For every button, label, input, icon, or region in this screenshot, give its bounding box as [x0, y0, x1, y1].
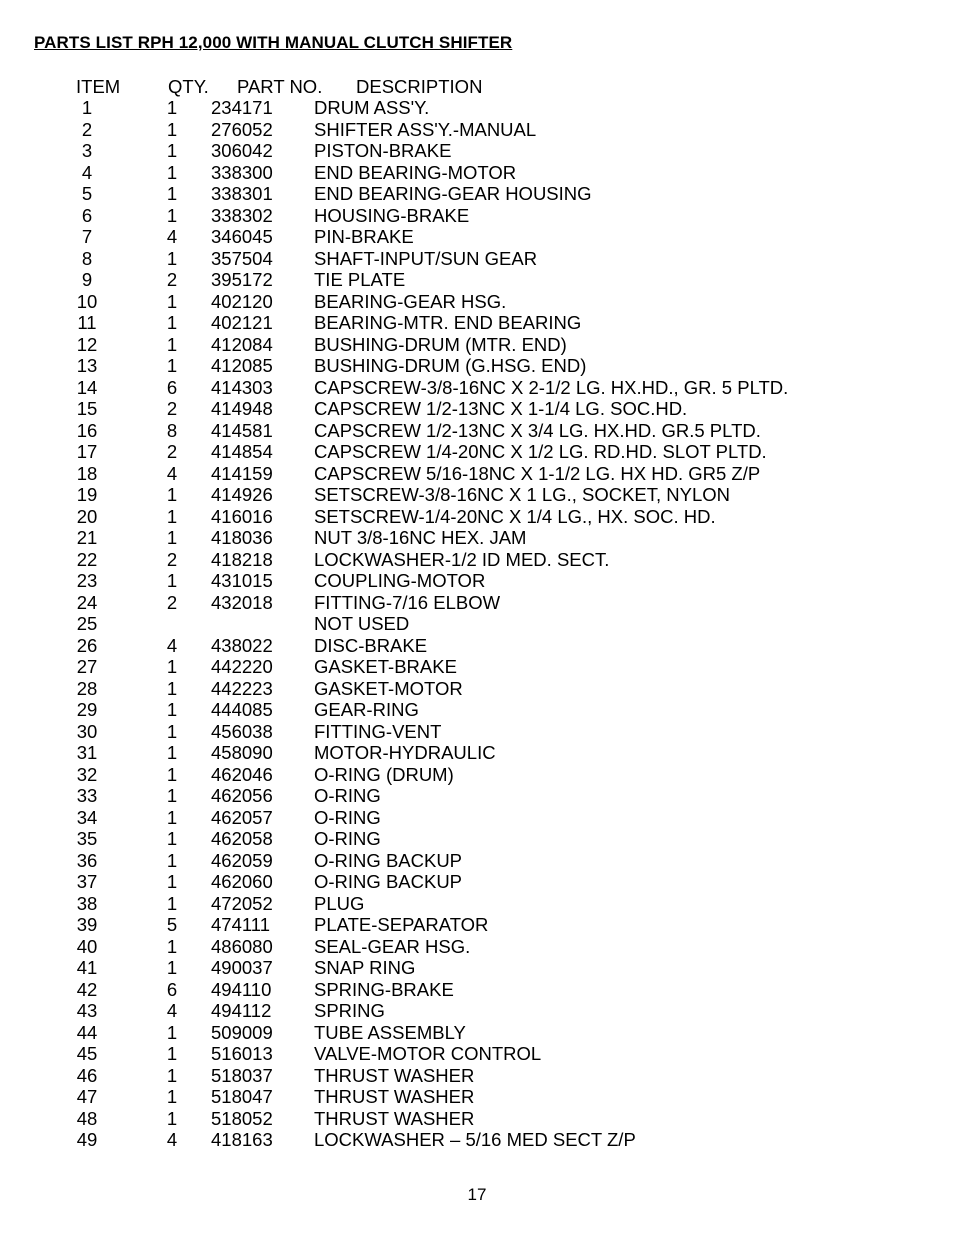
table-row: [0, 162, 954, 184]
description-cell: O-RING (DRUM): [314, 763, 454, 785]
quantity-cell: 4: [166, 1129, 178, 1150]
part-number-cell: 338301: [211, 183, 273, 204]
item-number-cell: 12: [76, 333, 98, 355]
description-cell: MOTOR-HYDRAULIC: [314, 742, 496, 763]
part-number-cell: 412084: [211, 333, 273, 355]
part-number-cell: 462057: [211, 806, 273, 828]
quantity-cell: 1: [166, 1107, 178, 1129]
description-cell: THRUST WASHER: [314, 1107, 475, 1129]
part-number-cell: 456038: [211, 720, 273, 742]
part-number-cell: 402121: [211, 312, 273, 333]
quantity-cell: 1: [166, 183, 178, 204]
quantity-cell: 1: [166, 742, 178, 763]
description-cell: O-RING: [314, 806, 381, 828]
table-row: [0, 914, 954, 936]
description-cell: SETSCREW-3/8-16NC X 1 LG., SOCKET, NYLON: [314, 484, 731, 505]
description-cell: VALVE-MOTOR CONTROL: [314, 1043, 542, 1064]
quantity-cell: 1: [166, 204, 178, 226]
item-number-cell: 3: [81, 140, 93, 161]
item-number-cell: 48: [76, 1107, 98, 1129]
table-row: [0, 269, 954, 291]
table-row: [0, 183, 954, 205]
item-number-cell: 38: [76, 892, 98, 914]
quantity-cell: 1: [166, 849, 178, 871]
page-title: PARTS LIST RPH 12,000 WITH MANUAL CLUTCH SHIFTER: [34, 33, 513, 52]
part-number-cell: 418036: [211, 527, 273, 548]
table-row: [0, 656, 954, 678]
item-number-cell: 6: [81, 204, 93, 226]
quantity-cell: 4: [166, 462, 178, 484]
quantity-cell: 1: [166, 527, 178, 548]
quantity-cell: 1: [166, 1086, 178, 1107]
description-cell: CAPSCREW 1/4-20NC X 1/2 LG. RD.HD. SLOT PLTD.: [314, 441, 767, 462]
quantity-cell: 1: [166, 763, 178, 785]
part-number-cell: 462046: [211, 763, 273, 785]
item-number-cell: 43: [76, 1000, 98, 1021]
description-cell: HOUSING-BRAKE: [314, 204, 470, 226]
description-cell: PISTON-BRAKE: [314, 140, 452, 161]
quantity-cell: 1: [166, 140, 178, 161]
table-row: [0, 248, 954, 270]
description-cell: LOCKWASHER – 5/16 MED SECT Z/P: [314, 1129, 636, 1150]
quantity-cell: 6: [166, 978, 178, 1000]
quantity-cell: 1: [166, 699, 178, 720]
quantity-cell: 2: [166, 441, 178, 462]
description-cell: PIN-BRAKE: [314, 226, 414, 247]
table-row: [0, 1065, 954, 1087]
item-number-cell: 31: [76, 742, 98, 763]
part-number-cell: 412085: [211, 355, 273, 376]
item-number-cell: 10: [76, 290, 98, 312]
part-number-cell: 486080: [211, 935, 273, 957]
description-cell: LOCKWASHER-1/2 ID MED. SECT.: [314, 548, 610, 570]
item-number-cell: 46: [76, 1064, 98, 1086]
part-number-cell: 338302: [211, 204, 273, 226]
quantity-cell: 1: [166, 312, 178, 333]
description-cell: TUBE ASSEMBLY: [314, 1021, 466, 1043]
part-number-cell: 494112: [211, 1000, 272, 1021]
quantity-cell: 4: [166, 634, 178, 656]
description-cell: SHAFT-INPUT/SUN GEAR: [314, 247, 538, 269]
description-cell: CAPSCREW-3/8-16NC X 2-1/2 LG. HX.HD., GR. 5 PLTD.: [314, 376, 789, 398]
quantity-cell: 8: [166, 419, 178, 441]
description-cell: NUT 3/8-16NC HEX. JAM: [314, 527, 527, 548]
part-number-cell: 414581: [211, 419, 273, 441]
item-number-cell: 15: [76, 398, 98, 419]
description-cell: FITTING-7/16 ELBOW: [314, 591, 501, 613]
quantity-cell: 1: [166, 935, 178, 957]
quantity-cell: 6: [166, 376, 178, 398]
part-number-cell: 509009: [211, 1021, 273, 1043]
part-number-cell: 414854: [211, 441, 273, 462]
quantity-cell: 1: [166, 957, 178, 978]
item-number-cell: 29: [76, 699, 98, 720]
description-cell: SPRING: [314, 1000, 385, 1021]
item-number-cell: 24: [76, 591, 98, 613]
quantity-cell: 1: [166, 1043, 178, 1064]
description-cell: CAPSCREW 5/16-18NC X 1-1/2 LG. HX HD. GR5 Z/P: [314, 462, 761, 484]
item-number-cell: 32: [76, 763, 98, 785]
item-number-cell: 26: [76, 634, 98, 656]
item-number-cell: 21: [76, 527, 98, 548]
description-cell: TIE PLATE: [314, 269, 406, 290]
quantity-cell: 2: [166, 548, 178, 570]
part-number-cell: 490037: [211, 957, 273, 978]
quantity-cell: 1: [166, 355, 178, 376]
table-row: [0, 721, 954, 743]
part-number-cell: 442220: [211, 656, 273, 677]
item-number-cell: 7: [81, 226, 93, 247]
table-row: [0, 764, 954, 786]
table-row: [0, 140, 954, 162]
quantity-cell: 1: [166, 1021, 178, 1043]
quantity-cell: 1: [166, 247, 178, 269]
table-row: [0, 377, 954, 399]
part-number-cell: 462059: [211, 849, 273, 871]
quantity-cell: 1: [166, 1064, 178, 1086]
description-cell: BUSHING-DRUM (G.HSG. END): [314, 355, 587, 376]
table-row: [0, 1108, 954, 1130]
quantity-cell: 2: [166, 398, 178, 419]
part-number-cell: 414303: [211, 376, 273, 398]
parts-table-body: [0, 97, 954, 1151]
description-cell: CAPSCREW 1/2-13NC X 3/4 LG. HX.HD. GR.5 PLTD.: [314, 419, 761, 441]
item-number-cell: 45: [76, 1043, 98, 1064]
part-number-cell: 338300: [211, 161, 273, 183]
part-number-cell: 414948: [211, 398, 273, 419]
description-cell: O-RING: [314, 785, 381, 806]
item-number-cell: 49: [76, 1129, 98, 1150]
item-number-cell: 30: [76, 720, 98, 742]
item-number-cell: 25: [76, 613, 98, 634]
item-number-cell: 8: [81, 247, 93, 269]
quantity-cell: 1: [166, 806, 178, 828]
part-number-cell: 418163: [211, 1129, 273, 1150]
quantity-cell: 1: [166, 892, 178, 914]
item-number-cell: 28: [76, 677, 98, 699]
description-cell: END BEARING-GEAR HOUSING: [314, 183, 592, 204]
table-row: [0, 1022, 954, 1044]
item-number-cell: 41: [76, 957, 98, 978]
table-row: [0, 613, 954, 635]
part-number-cell: 438022: [211, 634, 273, 656]
table-row: [0, 893, 954, 915]
item-number-cell: 2: [81, 118, 93, 140]
part-number-cell: 346045: [211, 226, 273, 247]
page-number: 17: [467, 1185, 487, 1204]
part-number-cell: 518037: [211, 1064, 273, 1086]
quantity-cell: 1: [166, 677, 178, 699]
part-number-cell: 442223: [211, 677, 273, 699]
table-row: [0, 699, 954, 721]
column-header-part-no: PART NO.: [237, 76, 323, 97]
table-row: [0, 441, 954, 463]
table-row: [0, 97, 954, 119]
description-cell: PLUG: [314, 892, 365, 914]
description-cell: O-RING BACKUP: [314, 871, 463, 892]
table-row: [0, 742, 954, 764]
part-number-cell: 516013: [211, 1043, 273, 1064]
description-cell: NOT USED: [314, 613, 410, 634]
quantity-cell: 2: [166, 269, 178, 290]
part-number-cell: 432018: [211, 591, 273, 613]
column-header-description: DESCRIPTION: [356, 76, 483, 97]
table-row: [0, 979, 954, 1001]
item-number-cell: 37: [76, 871, 98, 892]
table-row: [0, 291, 954, 313]
table-row: [0, 807, 954, 829]
quantity-cell: 1: [166, 871, 178, 892]
part-number-cell: 458090: [211, 742, 273, 763]
table-row: [0, 1043, 954, 1065]
item-number-cell: 47: [76, 1086, 98, 1107]
part-number-cell: 418218: [211, 548, 273, 570]
table-row: [0, 549, 954, 571]
quantity-cell: 4: [166, 226, 178, 247]
quantity-cell: 5: [166, 914, 178, 935]
description-cell: THRUST WASHER: [314, 1086, 475, 1107]
description-cell: GASKET-MOTOR: [314, 677, 463, 699]
part-number-cell: 462058: [211, 828, 273, 849]
quantity-cell: 4: [166, 1000, 178, 1021]
part-number-cell: 306042: [211, 140, 273, 161]
table-row: [0, 678, 954, 700]
part-number-cell: 416016: [211, 505, 273, 527]
item-number-cell: 27: [76, 656, 98, 677]
item-number-cell: 39: [76, 914, 98, 935]
quantity-cell: 1: [166, 720, 178, 742]
part-number-cell: 518052: [211, 1107, 273, 1129]
table-row: [0, 312, 954, 334]
table-row: [0, 592, 954, 614]
quantity-cell: 1: [166, 505, 178, 527]
description-cell: O-RING BACKUP: [314, 849, 463, 871]
item-number-cell: 1: [81, 97, 93, 118]
table-row: [0, 506, 954, 528]
description-cell: END BEARING-MOTOR: [314, 161, 517, 183]
description-cell: COUPLING-MOTOR: [314, 570, 486, 591]
description-cell: THRUST WASHER: [314, 1064, 475, 1086]
item-number-cell: 33: [76, 785, 98, 806]
item-number-cell: 11: [77, 312, 97, 333]
part-number-cell: 414926: [211, 484, 273, 505]
description-cell: BEARING-GEAR HSG.: [314, 290, 507, 312]
item-number-cell: 13: [76, 355, 98, 376]
item-number-cell: 16: [76, 419, 98, 441]
table-row: [0, 936, 954, 958]
description-cell: DRUM ASS'Y.: [314, 97, 430, 118]
part-number-cell: 276052: [211, 118, 273, 140]
description-cell: DISC-BRAKE: [314, 634, 428, 656]
item-number-cell: 20: [76, 505, 98, 527]
description-cell: GASKET-BRAKE: [314, 656, 457, 677]
item-number-cell: 17: [76, 441, 98, 462]
table-row: [0, 785, 954, 807]
table-row: [0, 1086, 954, 1108]
table-row: [0, 570, 954, 592]
description-cell: O-RING: [314, 828, 381, 849]
parts-table-header: [0, 76, 954, 98]
part-number-cell: 518047: [211, 1086, 273, 1107]
table-row: [0, 527, 954, 549]
quantity-cell: 1: [166, 785, 178, 806]
item-number-cell: 35: [76, 828, 98, 849]
part-number-cell: 402120: [211, 290, 273, 312]
quantity-cell: 2: [166, 591, 178, 613]
table-row: [0, 957, 954, 979]
table-row: [0, 398, 954, 420]
table-row: [0, 850, 954, 872]
table-row: [0, 420, 954, 442]
quantity-cell: 1: [166, 161, 178, 183]
item-number-cell: 36: [76, 849, 98, 871]
item-number-cell: 40: [76, 935, 98, 957]
item-number-cell: 4: [81, 161, 93, 183]
description-cell: PLATE-SEPARATOR: [314, 914, 489, 935]
part-number-cell: 494110: [211, 978, 272, 1000]
part-number-cell: 472052: [211, 892, 273, 914]
item-number-cell: 44: [76, 1021, 98, 1043]
column-header-item: ITEM: [76, 76, 121, 97]
description-cell: BEARING-MTR. END BEARING: [314, 312, 582, 333]
quantity-cell: 1: [166, 97, 178, 118]
table-row: [0, 119, 954, 141]
part-number-cell: 234171: [211, 97, 273, 118]
table-row: [0, 1000, 954, 1022]
description-cell: SPRING-BRAKE: [314, 978, 454, 1000]
table-row: [0, 828, 954, 850]
table-row: [0, 871, 954, 893]
column-header-qty: QTY.: [168, 76, 209, 97]
description-cell: SETSCREW-1/4-20NC X 1/4 LG., HX. SOC. HD.: [314, 505, 716, 527]
part-number-cell: 395172: [211, 269, 273, 290]
quantity-cell: 1: [166, 828, 178, 849]
part-number-cell: 474111: [211, 914, 270, 935]
quantity-cell: 1: [166, 290, 178, 312]
quantity-cell: 1: [166, 118, 178, 140]
part-number-cell: 462060: [211, 871, 273, 892]
part-number-cell: 431015: [211, 570, 273, 591]
part-number-cell: 414159: [211, 462, 273, 484]
description-cell: SEAL-GEAR HSG.: [314, 935, 471, 957]
table-row: [0, 226, 954, 248]
table-row: [0, 484, 954, 506]
quantity-cell: 1: [166, 484, 178, 505]
table-row: [0, 334, 954, 356]
quantity-cell: 1: [166, 333, 178, 355]
part-number-cell: 357504: [211, 247, 273, 269]
table-row: [0, 355, 954, 377]
table-row: [0, 1129, 954, 1151]
item-number-cell: 5: [81, 183, 93, 204]
item-number-cell: 9: [81, 269, 93, 290]
item-number-cell: 42: [76, 978, 98, 1000]
part-number-cell: 462056: [211, 785, 273, 806]
description-cell: GEAR-RING: [314, 699, 419, 720]
table-row: [0, 635, 954, 657]
item-number-cell: 23: [76, 570, 98, 591]
quantity-cell: 1: [166, 570, 178, 591]
part-number-cell: 444085: [211, 699, 273, 720]
description-cell: SHIFTER ASS'Y.-MANUAL: [314, 118, 537, 140]
item-number-cell: 34: [76, 806, 98, 828]
item-number-cell: 19: [76, 484, 98, 505]
description-cell: CAPSCREW 1/2-13NC X 1-1/4 LG. SOC.HD.: [314, 398, 688, 419]
item-number-cell: 22: [76, 548, 98, 570]
table-row: [0, 463, 954, 485]
quantity-cell: 1: [166, 656, 178, 677]
table-row: [0, 205, 954, 227]
description-cell: BUSHING-DRUM (MTR. END): [314, 333, 567, 355]
description-cell: SNAP RING: [314, 957, 416, 978]
item-number-cell: 14: [76, 376, 98, 398]
description-cell: FITTING-VENT: [314, 720, 442, 742]
item-number-cell: 18: [76, 462, 98, 484]
